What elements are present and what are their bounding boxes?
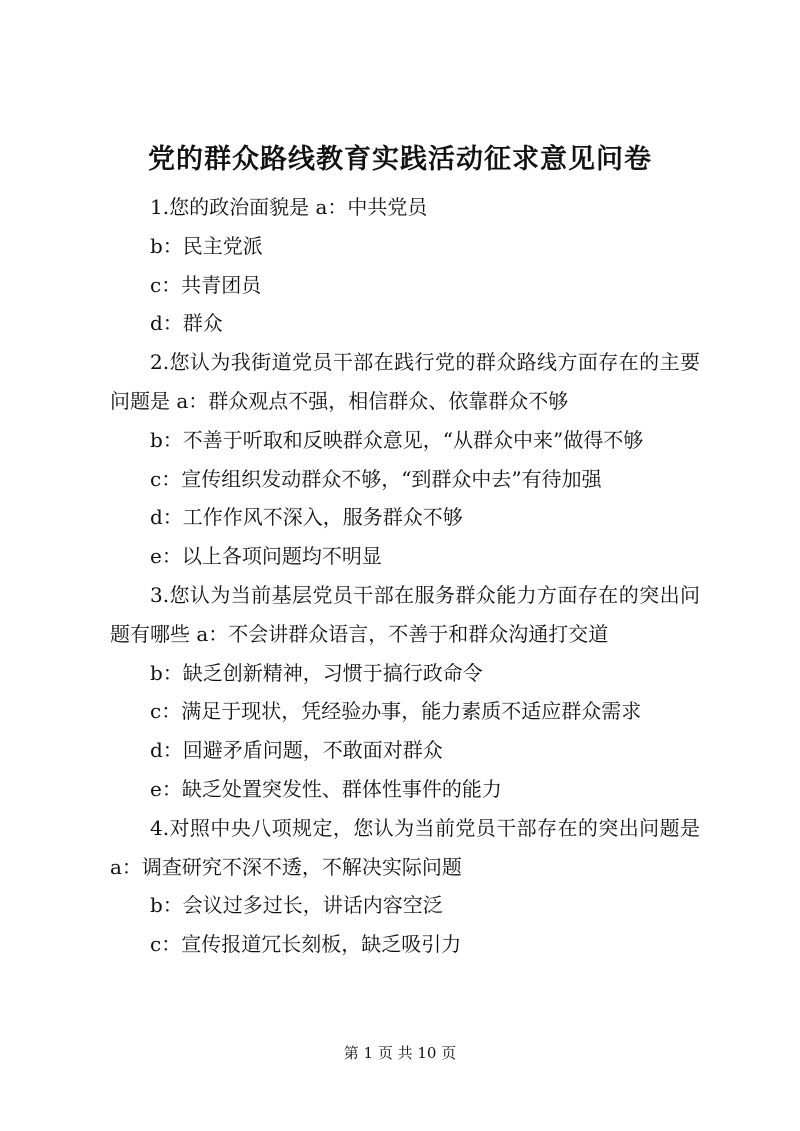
- paragraph: c：宣传组织发动群众不够，“到群众中去”有待加强: [150, 466, 602, 491]
- document-body: [110, 188, 700, 964]
- paragraph: e：缺乏处置突发性、群体性事件的能力: [150, 776, 502, 801]
- paragraph: c：共青团员: [150, 272, 262, 297]
- paragraph: d：回避矛盾问题，不敢面对群众: [150, 738, 443, 763]
- paragraph: b：民主党派: [150, 233, 263, 258]
- paragraph: d：工作作风不深入，服务群众不够: [150, 505, 463, 530]
- paragraph: d：群众: [150, 311, 223, 336]
- page-footer: 第 1 页 共 10 页: [343, 1044, 457, 1062]
- paragraph: c：宣传报道冗长刻板，缺乏吸引力: [150, 932, 462, 957]
- paragraph: 1.您的政治面貌是 a：中共党员: [150, 195, 428, 219]
- paragraph: 2.您认为我街道党员干部在践行党的群众路线方面存在的主要问题是 a：群众观点不强，相信群众、依靠群众不够: [110, 350, 700, 413]
- paragraph: e：以上各项问题均不明显: [150, 544, 382, 569]
- document-title: 党的群众路线教育实践活动征求意见问卷: [148, 144, 652, 175]
- paragraph: 3.您认为当前基层党员干部在服务群众能力方面存在的突出问题有哪些 a：不会讲群众语言，不善于和群众沟通打交道: [110, 582, 700, 646]
- paragraph: b：会议过多过长，讲话内容空泛: [150, 893, 443, 918]
- paragraph: c：满足于现状，凭经验办事，能力素质不适应群众需求: [150, 699, 642, 724]
- paragraph: b：缺乏创新精神，习惯于搞行政命令: [150, 660, 483, 685]
- paragraph: b：不善于听取和反映群众意见，“从群众中来”做得不够: [150, 427, 644, 452]
- paragraph: 4.对照中央八项规定，您认为当前党员干部存在的突出问题是 a：调查研究不深不透，不解决实际问题: [110, 815, 700, 879]
